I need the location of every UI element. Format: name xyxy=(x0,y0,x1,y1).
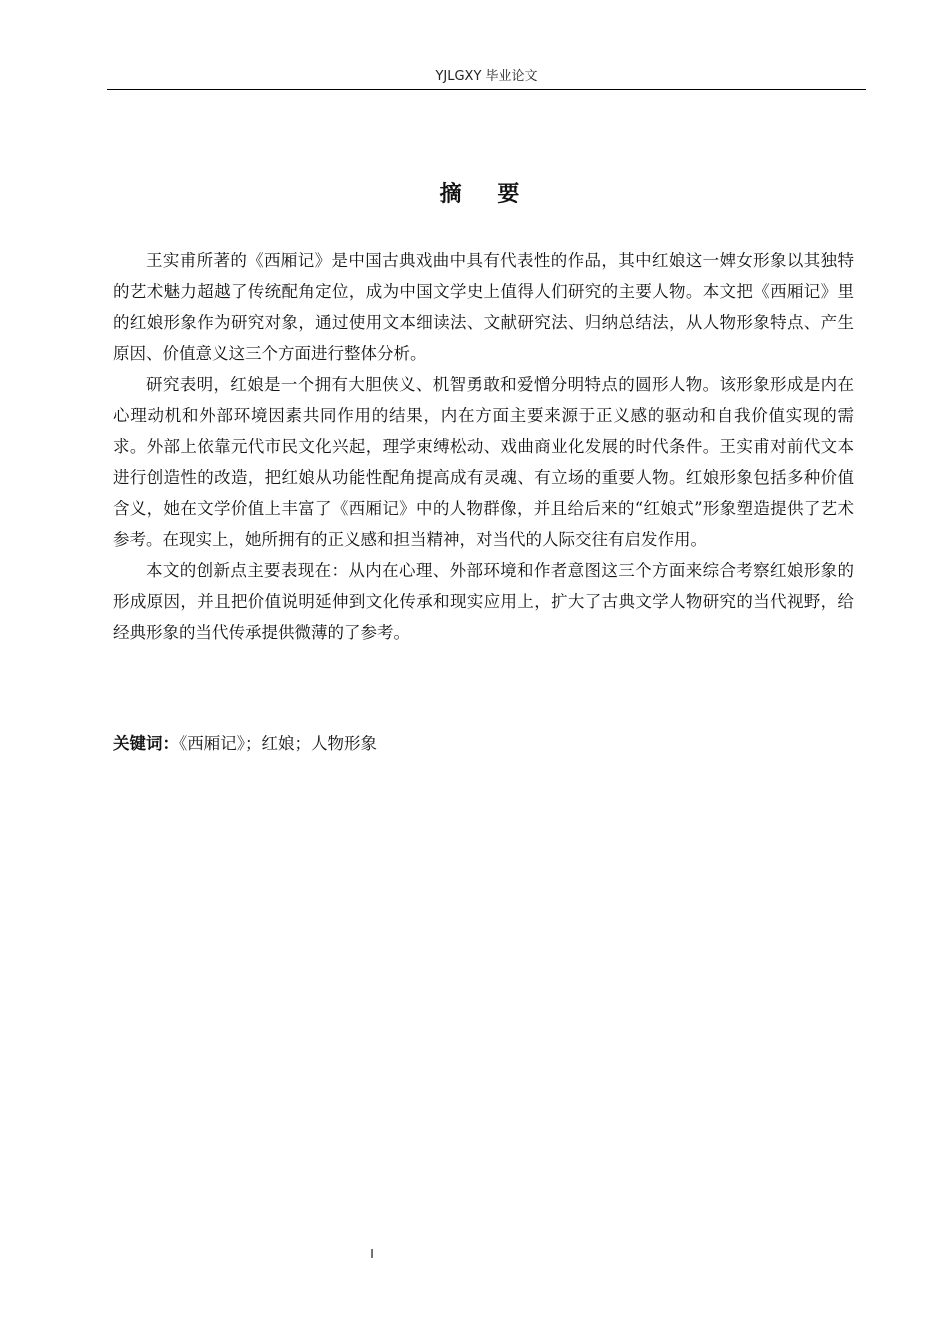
keywords-label: 关键词： xyxy=(113,734,179,753)
abstract-paragraph-2: 研究表明，红娘是一个拥有大胆侠义、机智勇敢和爱憎分明特点的圆形人物。该形象形成是内在心理动机和外部环境因素共同作用的结果，内在方面主要来源于正义感的驱动和自我价值实现的需求。外部上依靠元代市民文化兴起，理学束缚松动、戏曲商业化发展的时代条件。王实甫对前代文本进行创造性的改造，把红娘从功能性配角提高成有灵魂、有立场的重要人物。红娘形象包括多种价值含义，她在文学价值上丰富了《西厢记》中的人物群像，并且给后来的“红娘式”形象塑造提供了艺术参考。在现实上，她所拥有的正义感和担当精神，对当代的人际交往有启发作用。 xyxy=(113,375,854,549)
abstract-paragraph-1: 王实甫所著的《西厢记》是中国古典戏曲中具有代表性的作品，其中红娘这一婢女形象以其独特的艺术魅力超越了传统配角定位，成为中国文学史上值得人们研究的主要人物。本文把《西厢记》里的红娘形象作为研究对象，通过使用文本细读法、文献研究法、归纳总结法，从人物形象特点、产生原因、价值意义这三个方面进行整体分析。 xyxy=(113,251,854,363)
page-number: I xyxy=(370,1247,374,1261)
abstract-paragraph-3: 本文的创新点主要表现在：从内在心理、外部环境和作者意图这三个方面来综合考察红娘形象的形成原因，并且把价值说明延伸到文化传承和现实应用上，扩大了古典文学人物研究的当代视野，给经典形象的当代传承提供微薄的了参考。 xyxy=(113,561,854,642)
keywords-value: 《西厢记》；红娘；人物形象 xyxy=(179,734,377,753)
header-rule xyxy=(107,89,866,90)
abstract-title: 摘 要 xyxy=(439,182,534,207)
keywords-line xyxy=(113,731,854,757)
abstract-body xyxy=(113,245,854,648)
page-header: YJLGXY 毕业论文 xyxy=(435,69,538,84)
